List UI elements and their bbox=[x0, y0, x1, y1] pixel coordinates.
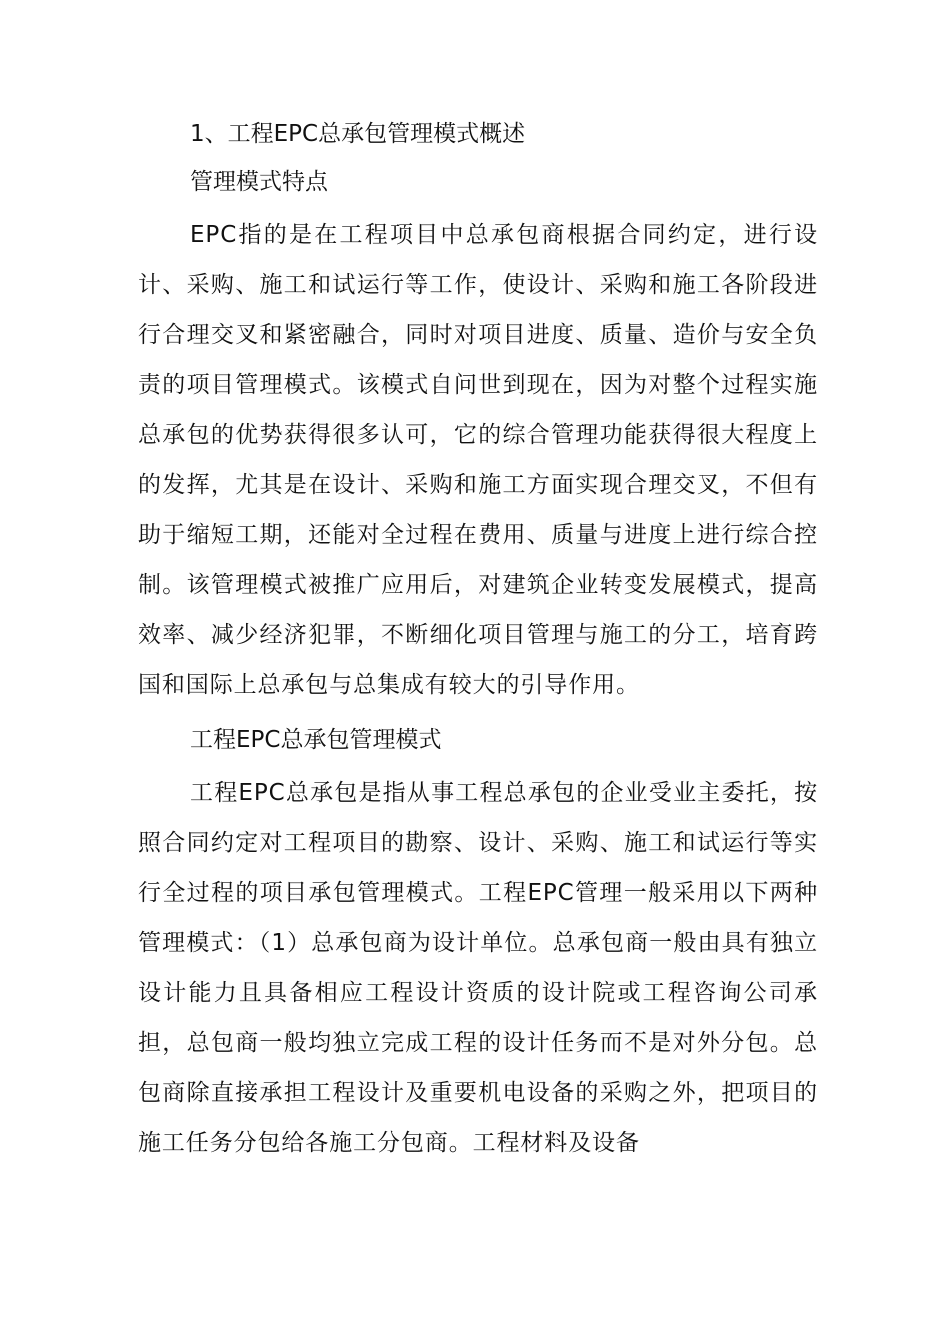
subsection-title-features: 管理模式特点 bbox=[190, 169, 328, 195]
subsection-title-epc-mode: 工程EPC总承包管理模式 bbox=[190, 727, 442, 753]
paragraph-epc-definition: EPC指的是在工程项目中总承包商根据合同约定，进行设计、采购、施工和试运行等工作，使设计、采购和施工各阶段进行合理交叉和紧密融合，同时对项目进度、质量、造价与安全负责的项目管理模式。该模式自问世到现在，因为对整个过程实施总承包的优势获得很多认可，它的综合管理功能获得很大程度上的发挥，尤其是在设计、采购和施工方面实现合理交叉，不但有助于缩短工期，还能对全过程在费用、质量与进度上进行综合控制。该管理模式被推广应用后，对建筑企业转变发展模式，提高效率、减少经济犯罪，不断细化项目管理与施工的分工，培育跨国和国际上总承包与总集成有较大的引导作用。 bbox=[138, 222, 818, 698]
document-body bbox=[138, 110, 818, 1168]
paragraph-epc-mode: 工程EPC总承包是指从事工程总承包的企业受业主委托，按照合同约定对工程项目的勘察、设计、采购、施工和试运行等实行全过程的项目承包管理模式。工程EPC管理一般采用以下两种管理模式：（1）总承包商为设计单位。总承包商一般由具有独立设计能力且具备相应工程设计资质的设计院或工程咨询公司承担，总包商一般均独立完成工程的设计任务而不是对外分包。总包商除直接承担工程设计及重要机电设备的采购之外，把项目的施工任务分包给各施工分包商。工程材料及设备 bbox=[138, 780, 818, 1156]
section-title: 1、工程EPC总承包管理模式概述 bbox=[190, 121, 526, 147]
